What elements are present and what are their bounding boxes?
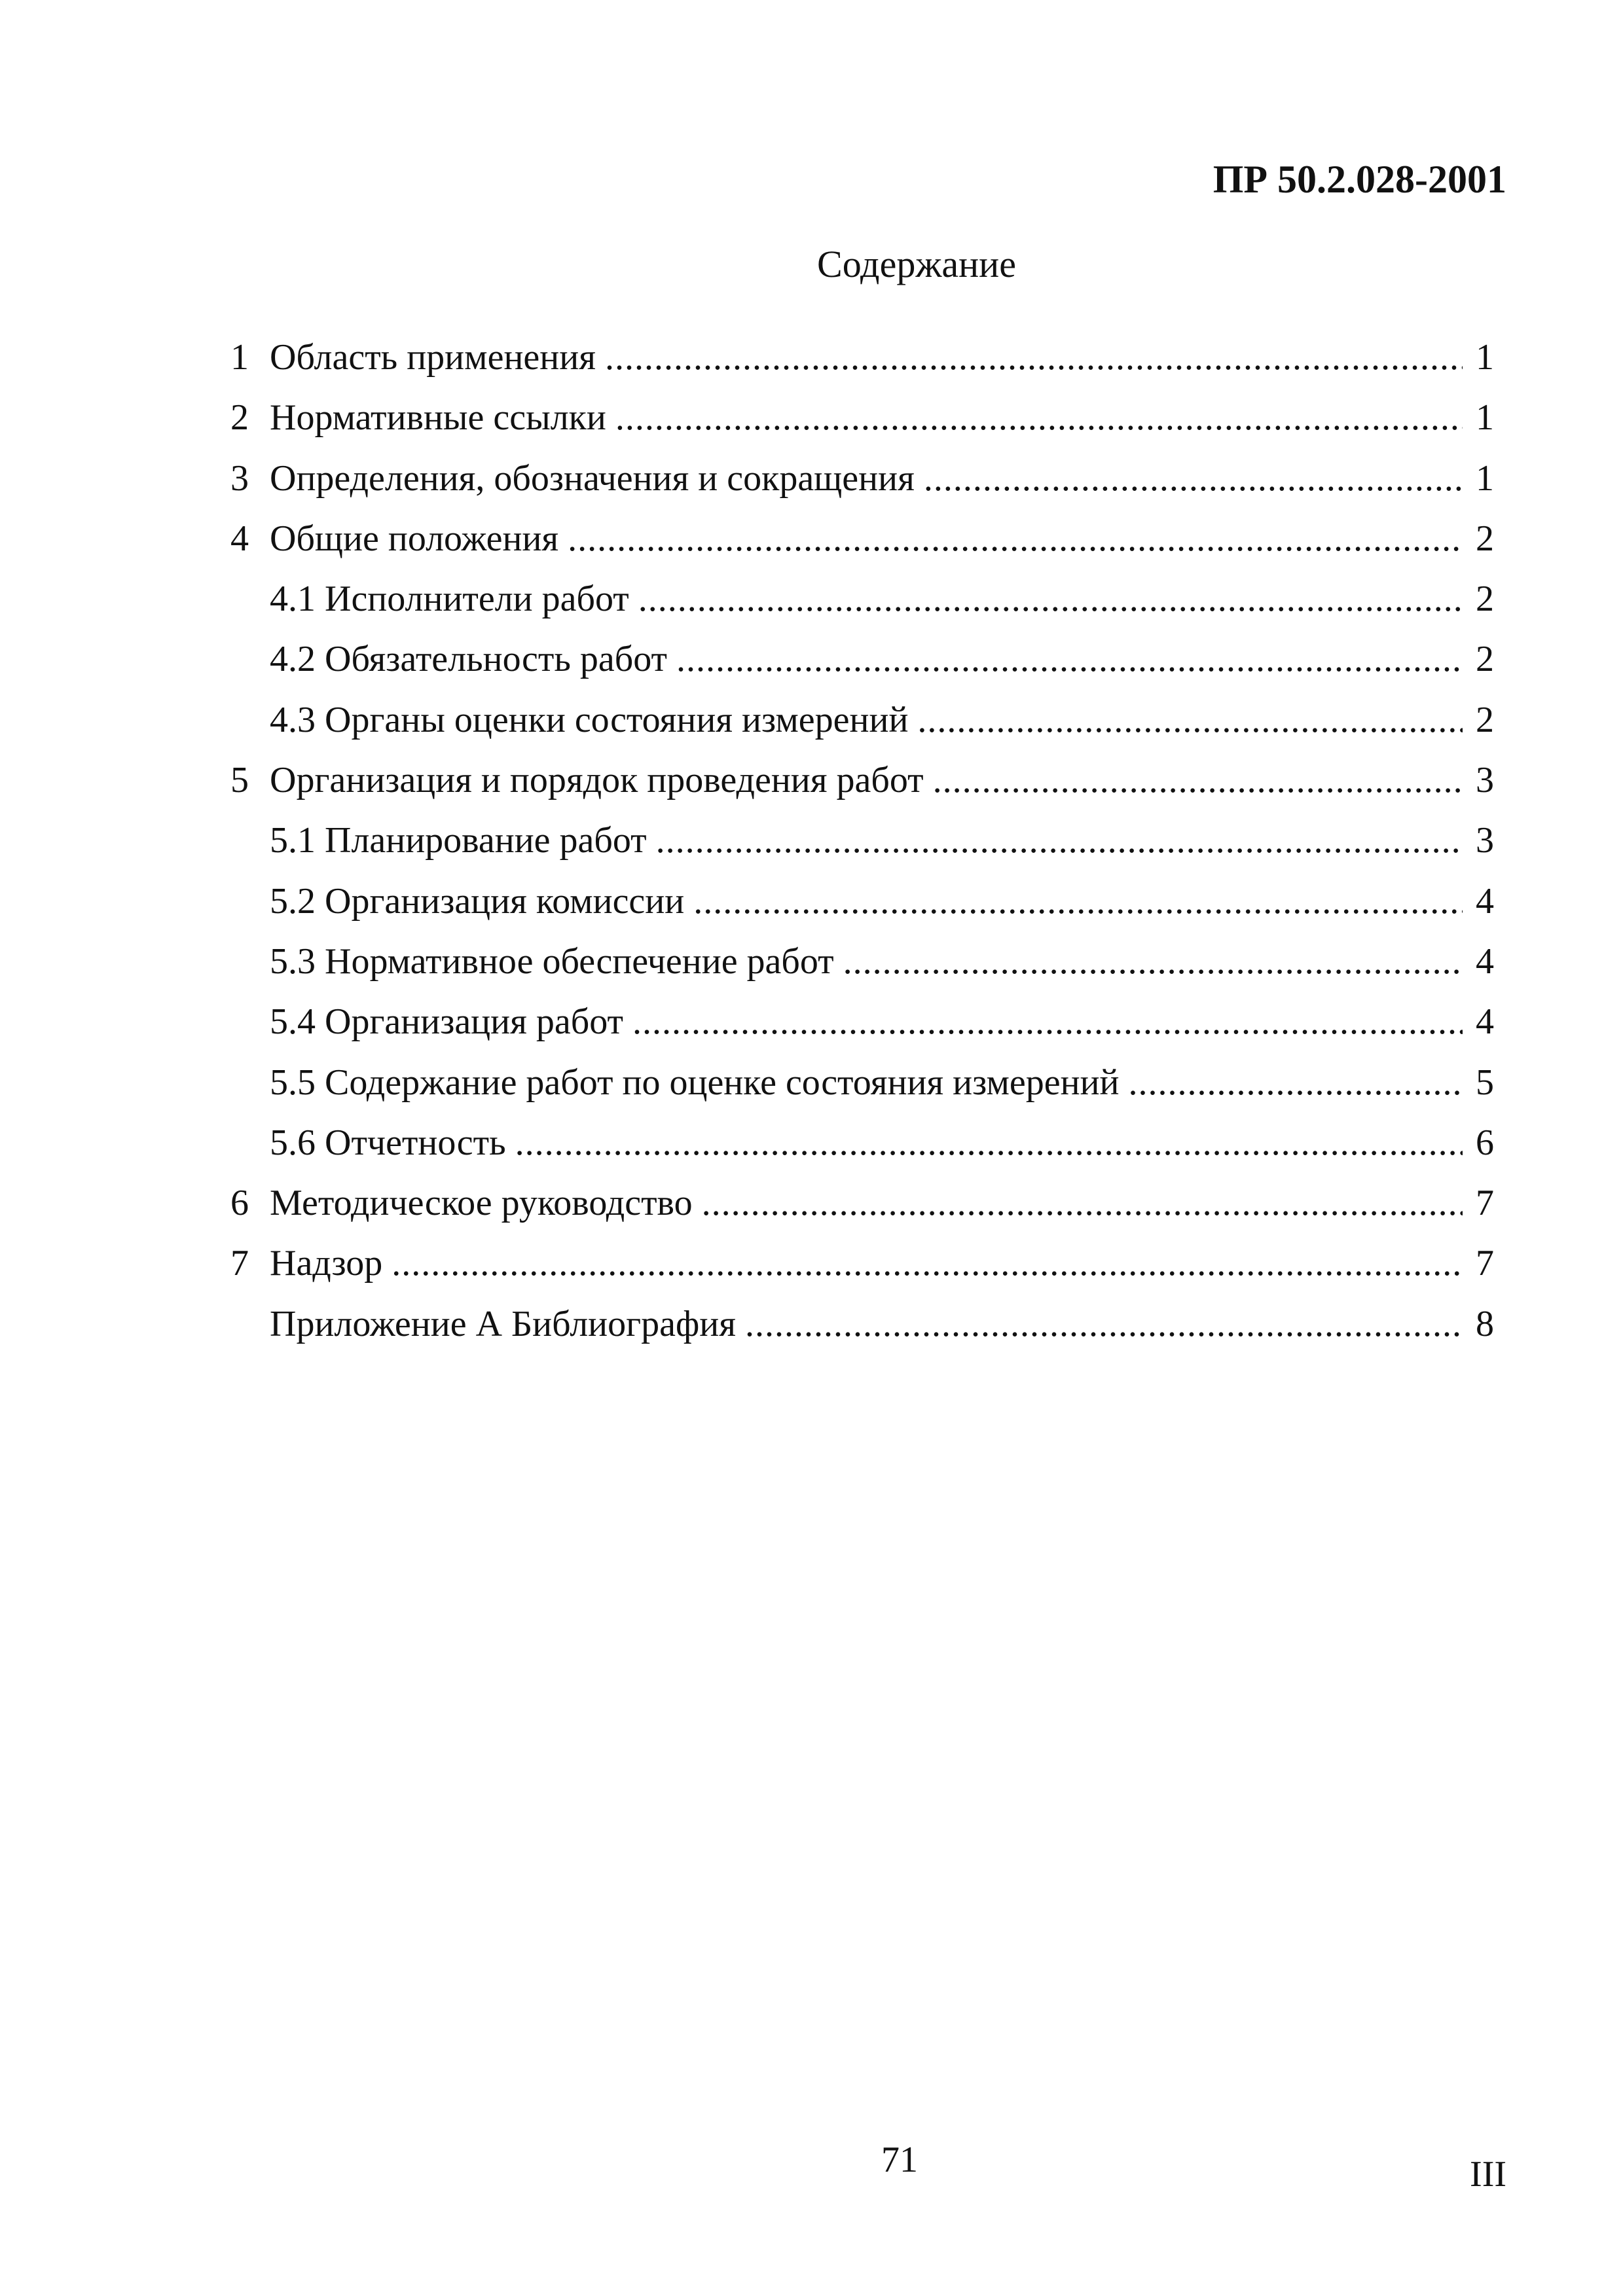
toc-entry[interactable] (230, 448, 1494, 509)
toc-entry[interactable] (230, 327, 1494, 387)
toc-entry[interactable] (230, 1233, 1494, 1293)
toc-entry-page: 1 (1476, 397, 1494, 439)
toc-entry-number: 1 (230, 337, 249, 378)
toc-entry-number: 3 (230, 457, 249, 499)
toc-entry[interactable] (230, 629, 1494, 689)
toc-entry[interactable] (230, 1052, 1494, 1113)
document-code: ПР 50.2.028-2001 (1213, 158, 1506, 201)
toc-entry-label: 5.6 Отчетность (270, 1122, 506, 1163)
toc-entry-label: 5.4 Организация работ (270, 1001, 623, 1043)
toc-entry-page: 8 (1476, 1303, 1494, 1344)
toc-dot-leader (745, 1294, 1463, 1354)
toc-entry-page: 4 (1476, 941, 1494, 982)
toc-entry[interactable] (230, 1173, 1494, 1233)
toc-entry-label: 5.3 Нормативное обеспечение работ (270, 941, 834, 982)
toc-dot-leader (392, 1233, 1463, 1293)
toc-entry-page: 1 (1476, 337, 1494, 378)
toc-entry[interactable] (230, 992, 1494, 1052)
toc-dot-leader (1129, 1052, 1463, 1113)
toc-entry-page: 4 (1476, 880, 1494, 922)
toc-dot-leader (917, 690, 1463, 750)
toc-entry-page: 1 (1476, 457, 1494, 499)
toc-dot-leader (568, 509, 1463, 569)
toc-entry[interactable] (230, 690, 1494, 750)
toc-entry-page: 3 (1476, 820, 1494, 861)
toc-entry-number: 5 (230, 760, 249, 801)
toc-entry-page: 2 (1476, 579, 1494, 620)
toc-entry[interactable] (230, 871, 1494, 931)
toc-title: Содержание (817, 243, 1016, 285)
toc-entry-label: 5.2 Организация комиссии (270, 880, 685, 922)
toc-dot-leader (924, 448, 1463, 509)
toc-entry-page: 2 (1476, 699, 1494, 740)
toc-dot-leader (676, 629, 1463, 689)
table-of-contents (230, 327, 1494, 1354)
toc-entry[interactable] (230, 750, 1494, 810)
toc-dot-leader (605, 327, 1463, 387)
toc-entry-label: Надзор (270, 1243, 383, 1284)
toc-entry-page: 2 (1476, 639, 1494, 680)
toc-entry-label: Определения, обозначения и сокращения (270, 457, 915, 499)
toc-entry-label: Приложение А Библиография (270, 1303, 736, 1344)
toc-entry[interactable] (230, 569, 1494, 629)
toc-entry[interactable] (230, 810, 1494, 870)
toc-entry-label: Область применения (270, 337, 596, 378)
toc-entry-page: 7 (1476, 1243, 1494, 1284)
toc-entry[interactable] (230, 509, 1494, 569)
toc-dot-leader (638, 569, 1463, 629)
toc-entry-number: 4 (230, 518, 249, 559)
toc-dot-leader (656, 810, 1463, 870)
toc-entry-number: 7 (230, 1243, 249, 1284)
toc-entry-number: 2 (230, 397, 249, 439)
toc-entry[interactable] (230, 1113, 1494, 1173)
toc-entry-page: 7 (1476, 1183, 1494, 1224)
toc-entry-label: Общие положения (270, 518, 559, 559)
roman-page-number: III (1470, 2154, 1506, 2195)
toc-entry-label: Методическое руководство (270, 1183, 693, 1224)
toc-entry-label: Организация и порядок проведения работ (270, 760, 924, 801)
toc-entry[interactable] (230, 387, 1494, 448)
toc-dot-leader (615, 387, 1463, 448)
toc-dot-leader (843, 931, 1463, 992)
toc-entry-page: 3 (1476, 760, 1494, 801)
toc-entry-page: 4 (1476, 1001, 1494, 1043)
toc-entry[interactable] (230, 1294, 1494, 1354)
toc-entry-label: 5.1 Планирование работ (270, 820, 647, 861)
toc-dot-leader (702, 1173, 1463, 1233)
toc-entry-page: 5 (1476, 1062, 1494, 1103)
toc-entry-number: 6 (230, 1183, 249, 1224)
toc-dot-leader (933, 750, 1463, 810)
toc-dot-leader (632, 992, 1463, 1052)
toc-dot-leader (693, 871, 1463, 931)
toc-entry-label: 4.2 Обязательность работ (270, 639, 667, 680)
page-number: 71 (881, 2140, 918, 2180)
toc-dot-leader (515, 1113, 1463, 1173)
toc-entry-label: 4.3 Органы оценки состояния измерений (270, 699, 909, 740)
toc-entry-label: 5.5 Содержание работ по оценке состояния измерений (270, 1062, 1120, 1103)
toc-entry-label: 4.1 Исполнители работ (270, 579, 629, 620)
toc-entry-label: Нормативные ссылки (270, 397, 606, 439)
toc-entry-page: 6 (1476, 1122, 1494, 1163)
toc-entry[interactable] (230, 931, 1494, 992)
toc-entry-page: 2 (1476, 518, 1494, 559)
